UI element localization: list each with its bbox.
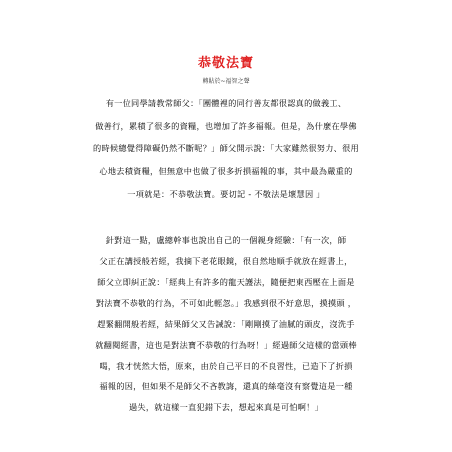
paragraph-line: 就翻閱經書，這也是對法寶不恭敬的行為呀！」經過師父這樣的當頭棒 xyxy=(95,340,357,350)
page-title: 恭敬法寶 xyxy=(197,56,254,71)
paragraph-line: 有一位同學請教常師父：「團體裡的同行善友都很認真的做義工、 xyxy=(105,98,347,108)
paragraph-line: 喝，我才恍然大悟，原來，由於自己平日的不良習性，已造下了折損 xyxy=(99,361,353,371)
paragraph-line: 師父立即糾正說：「經典上有許多的龍天護法，隨便把東西壓在上面是 xyxy=(97,277,355,287)
page-subtitle: 轉貼於~福智之聲 xyxy=(202,78,250,85)
paragraph-line: 福報的因，但如果不是師父不吝教誨，還真的絲毫沒有察覺這是一種 xyxy=(99,381,353,391)
paragraph-line: 一項就是：不恭敬法寶。要切記 - 不敬法是壞慧因 」 xyxy=(127,189,325,199)
paragraph-line: 心地去積資糧，但無意中也做了很多折損福報的事，其中最為嚴重的 xyxy=(99,166,353,176)
paragraph-line: 趕緊翻開般若經，結果師父又告誡說：「剛剛摸了油膩的頭皮，沒洗手 xyxy=(97,319,355,329)
paragraph-line: 做善行，累積了很多的資糧，也增加了許多福報。但是，為什麼在學佛 xyxy=(95,121,357,131)
paragraph-line: 過失，就這樣一直犯錯下去，想起來真是可怕啊！」 xyxy=(128,402,324,412)
paragraph-line: 對法寶不恭敬的行為，不可如此輕忽。」我感到很不好意思，摸摸頭 ， xyxy=(95,298,357,308)
paragraph-line: 的時候總覺得障礙仍然不斷呢？」師父開示說：「大家雖然很努力、很用 xyxy=(93,143,359,153)
paragraph-line: 針對這一點，盧總幹事也說出自己的一個親身經驗：「有一次，師 xyxy=(105,235,347,245)
paragraph-line: 父正在講授般若經，我摘下老花眼鏡，很自然地順手就放在經書上， xyxy=(99,256,353,266)
